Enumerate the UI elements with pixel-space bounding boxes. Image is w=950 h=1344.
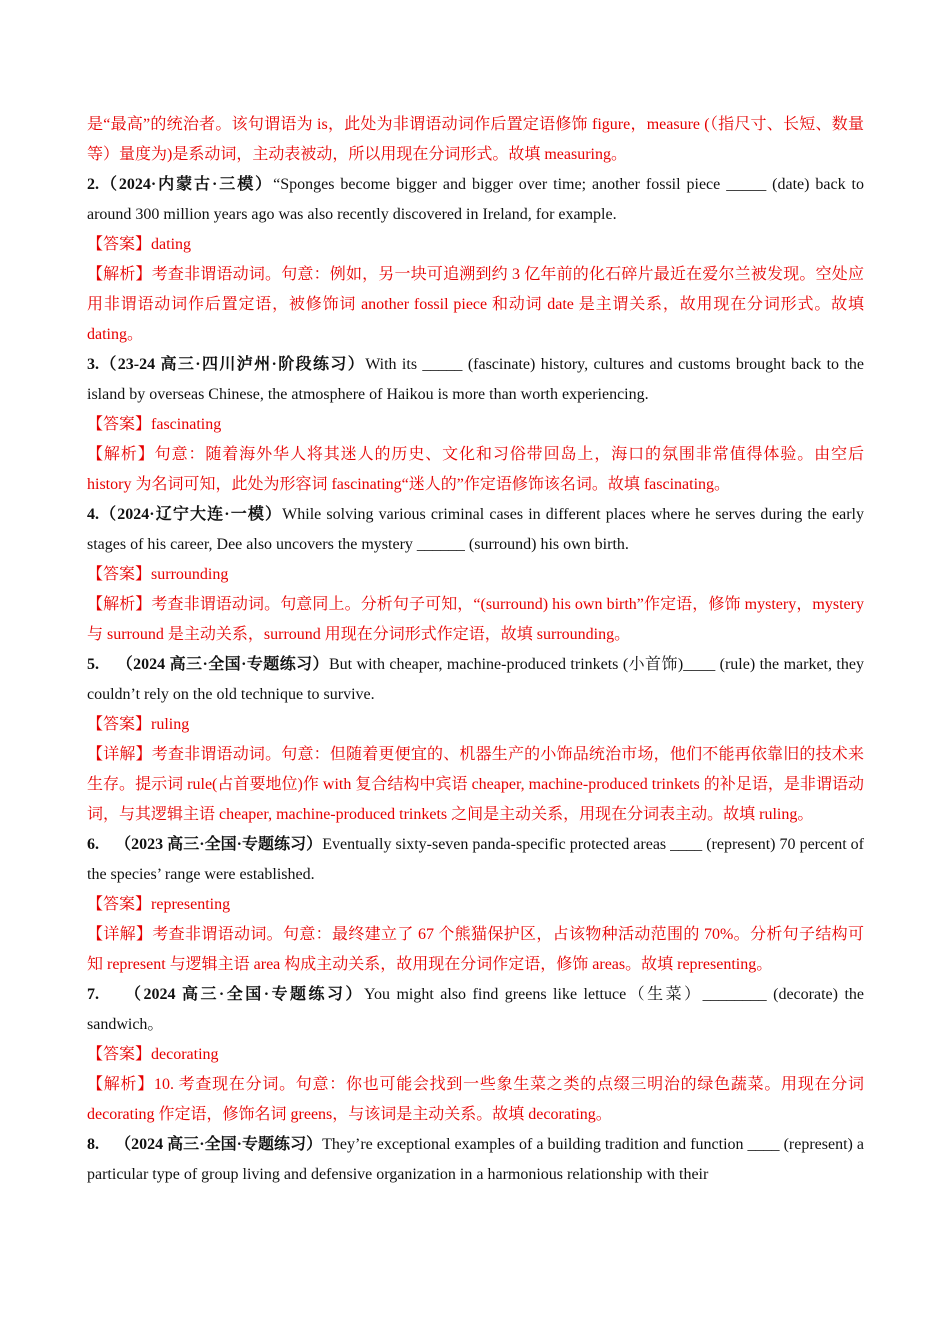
question-source: （23-24 高三·四川泸州·阶段练习）: [99, 356, 366, 373]
analysis-label: 【解析】: [87, 596, 152, 613]
analysis-text: 考查非谓语动词。句意：例如，另一块可追溯到约 3 亿年前的化石碎片最近在爱尔兰被发现。空处应用非谓语动词作后置定语，被修饰词 another fossil piece 和动词 date 是主谓关系，故用现在分词形式。故填 dating。: [87, 266, 864, 343]
analysis-paragraph: [87, 920, 864, 980]
question-text: You might also find greens like lettuce（生菜）________ (decorate) the sandwich。: [87, 986, 864, 1033]
question-source: （2023 高三·全国·专题练习）: [115, 836, 323, 853]
answer-label: 【答案】: [87, 1046, 152, 1063]
question-item: [87, 830, 864, 980]
question-item: [87, 980, 864, 1130]
question-text: But with cheaper, machine-produced trinkets (小首饰)____ (rule) the market, they couldn’t rely on the old technique to survive.: [87, 656, 864, 703]
question-stem: [87, 500, 864, 560]
question-item: [87, 650, 864, 830]
question-stem: [87, 350, 864, 410]
answer-value: decorating: [151, 1046, 219, 1063]
question-stem: [87, 1130, 864, 1190]
question-source: （2024 高三·全国·专题练习）: [116, 656, 329, 673]
question-stem: [87, 980, 864, 1040]
question-item: [87, 1130, 864, 1190]
analysis-paragraph: [87, 740, 864, 830]
question-number: 4.: [87, 506, 99, 523]
question-source: （2024 高三·全国·专题练习）: [124, 986, 365, 1003]
analysis-paragraph: [87, 440, 864, 500]
answer-line: [87, 560, 864, 590]
analysis-paragraph: [87, 590, 864, 650]
question-stem: [87, 830, 864, 890]
answer-line: [87, 410, 864, 440]
question-item: [87, 500, 864, 650]
answer-label: 【答案】: [87, 566, 152, 583]
analysis-label: 【解析】: [87, 1076, 154, 1093]
analysis-paragraph: [87, 260, 864, 350]
analysis-text: 句意：随着海外华人将其迷人的历史、文化和习俗带回岛上，海口的氛围非常值得体验。由空后 history 为名词可知，此处为形容词 fascinating“迷人的”作定语修饰该名词。故填 fascinating。: [87, 446, 864, 493]
analysis-text: 考查非谓语动词。句意：但随着更便宜的、机器生产的小饰品统治市场，他们不能再依靠旧的技术来生存。提示词 rule(占首要地位)作 with 复合结构中宾语 cheaper, machine-produced trinkets 的补足语，是非谓语动词，与其逻辑主语 cheaper, machine-produced trinkets 之间是主动关系，用现在分词表主动。故填 ruling。: [87, 746, 864, 823]
question-text: With its _____ (fascinate) history, cultures and customs brought back to the island by overseas Chinese, the atmosphere of Haikou is more than worth experiencing.: [87, 356, 864, 403]
question-list: [87, 170, 864, 1190]
answer-label: 【答案】: [87, 896, 152, 913]
answer-value: fascinating: [151, 416, 222, 433]
analysis-text: 考查非谓语动词。句意同上。分析句子可知，“(surround) his own birth”作定语，修饰 mystery，mystery 与 surround 是主动关系，surround 用现在分词形式作定语，故填 surrounding。: [87, 596, 864, 643]
analysis-label: 【详解】: [87, 746, 152, 763]
question-item: [87, 170, 864, 350]
question-text: While solving various criminal cases in different places where he serves during the early stages of his career, Dee also uncovers the mystery ______ (surround) his own birth.: [87, 506, 864, 553]
question-number: 2.: [87, 176, 99, 193]
answer-label: 【答案】: [87, 236, 152, 253]
question-number: 3.: [87, 356, 99, 373]
answer-value: representing: [151, 896, 231, 913]
analysis-text: 考查非谓语动词。句意：最终建立了 67 个熊猫保护区，占该物种活动范围的 70%。分析句子结构可知 represent 与逻辑主语 area 构成主动关系，故用现在分词作定语，修饰 areas。故填 representing。: [87, 926, 864, 973]
previous-analysis-continuation: 是“最高”的统治者。该句谓语为 is，此处为非谓语动词作后置定语修饰 figure，measure (（指尺寸、长短、数量等）量度为)是系动词，主动表被动，所以用现在分词形式。故填 measuring。: [87, 116, 864, 163]
answer-value: ruling: [151, 716, 190, 733]
question-source: （2024·内蒙古·三模）: [99, 176, 274, 193]
analysis-label: 【详解】: [87, 926, 153, 943]
answer-line: [87, 230, 864, 260]
analysis-label: 【解析】: [87, 446, 155, 463]
question-number: 5.: [87, 656, 99, 673]
analysis-paragraph: [87, 1070, 864, 1130]
question-text: “Sponges become bigger and bigger over time; another fossil piece _____ (date) back to around 300 million years ago was also recently discovered in Ireland, for example.: [87, 176, 864, 223]
answer-label: 【答案】: [87, 416, 152, 433]
analysis-label: 【解析】: [87, 266, 152, 283]
question-stem: [87, 650, 864, 710]
answer-line: [87, 1040, 864, 1070]
analysis-text: 10. 考查现在分词。句意：你也可能会找到一些象生菜之类的点缀三明治的绿色蔬菜。用现在分词 decorating 作定语，修饰名词 greens，与该词是主动关系。故填 decorating。: [87, 1076, 864, 1123]
question-number: 6.: [87, 836, 99, 853]
answer-line: [87, 710, 864, 740]
answer-line: [87, 890, 864, 920]
answer-label: 【答案】: [87, 716, 152, 733]
question-item: [87, 350, 864, 500]
question-source: （2024 高三·全国·专题练习）: [115, 1136, 323, 1153]
question-text: They’re exceptional examples of a building tradition and function ____ (represent) a particular type of group living and defensive organization in a harmonious relationship with their: [87, 1136, 864, 1183]
question-number: 8.: [87, 1136, 99, 1153]
answer-value: surrounding: [151, 566, 229, 583]
question-stem: [87, 170, 864, 230]
answer-value: dating: [151, 236, 192, 253]
document-page: [87, 110, 864, 1190]
question-source: （2024·辽宁大连·一模）: [99, 506, 283, 523]
question-number: 7.: [87, 986, 99, 1003]
question-text: Eventually sixty-seven panda-specific protected areas ____ (represent) 70 percent of the species’ range were established.: [87, 836, 864, 883]
